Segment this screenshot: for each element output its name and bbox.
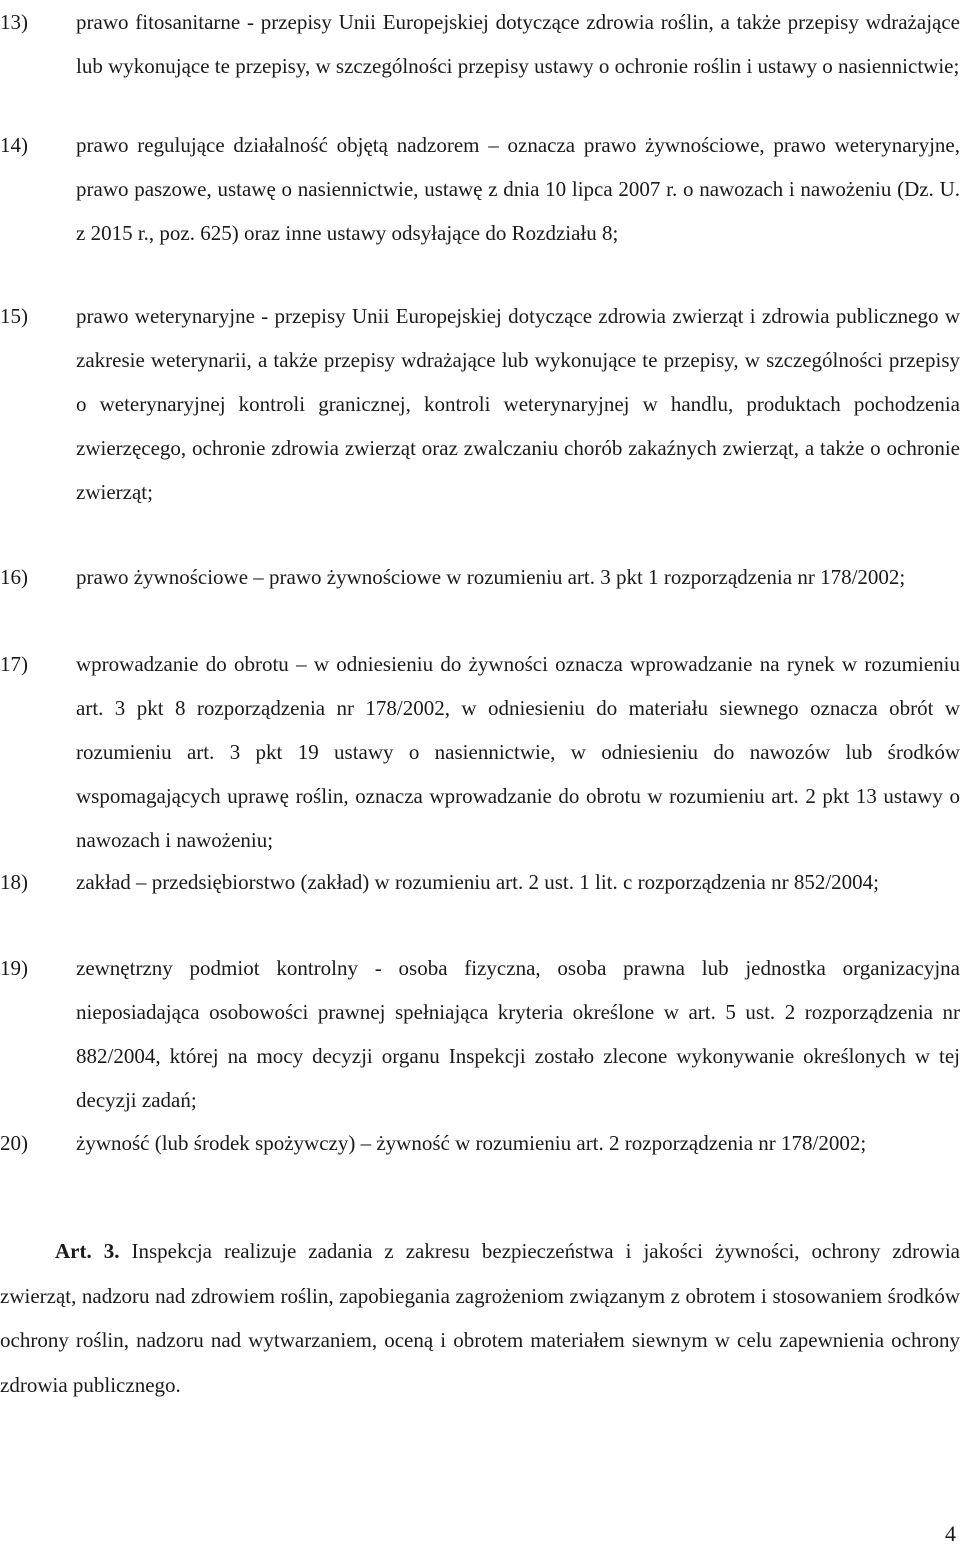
item-number: 14) bbox=[0, 133, 28, 157]
item-number: 18) bbox=[0, 870, 28, 894]
item-text: prawo fitosanitarne - przepisy Unii Europejskiej dotyczące zdrowia roślin, a także przepisy wdrażające lub wykonujące te przepisy, w szczególności przepisy ustawy o ochronie roślin i ustawy o nasiennictwie; bbox=[76, 10, 960, 78]
item-text: zakład – przedsiębiorstwo (zakład) w rozumieniu art. 2 ust. 1 lit. c rozporządzenia nr 852/2004; bbox=[76, 870, 879, 894]
definition-item bbox=[0, 555, 960, 599]
definition-item bbox=[0, 946, 960, 1122]
definition-item bbox=[0, 642, 960, 862]
article-text: Inspekcja realizuje zadania z zakresu bezpieczeństwa i jakości żywności, ochrony zdrowia zwierząt, nadzoru nad zdrowiem roślin, zapobiegania zagrożeniom związanym z obrotem i stosowaniem środków ochrony roślin, nadzoru nad wytwarzaniem, oceną i obrotem materiałem siewnym w celu zapewnienia ochrony zdrowia publicznego. bbox=[0, 1239, 960, 1397]
item-number: 16) bbox=[0, 565, 28, 589]
item-text: żywność (lub środek spożywczy) – żywność w rozumieniu art. 2 rozporządzenia nr 178/2002; bbox=[76, 1131, 867, 1155]
item-number: 13) bbox=[0, 10, 28, 34]
item-number: 15) bbox=[0, 304, 28, 328]
article-label: Art. 3. bbox=[55, 1239, 120, 1263]
item-text: prawo żywnościowe – prawo żywnościowe w rozumieniu art. 3 pkt 1 rozporządzenia nr 178/2002; bbox=[76, 565, 906, 589]
item-number: 19) bbox=[0, 956, 28, 980]
item-text: prawo regulujące działalność objętą nadzorem – oznacza prawo żywnościowe, prawo weterynaryjne, prawo paszowe, ustawę o nasiennictwie, ustawę z dnia 10 lipca 2007 r. o nawozach i nawożeniu (Dz. U. z 2015 r., poz. 625) oraz inne ustawy odsyłające do Rozdziału 8; bbox=[76, 133, 960, 245]
item-text: wprowadzanie do obrotu – w odniesieniu do żywności oznacza wprowadzanie na rynek w rozumieniu art. 3 pkt 8 rozporządzenia nr 178/2002, w odniesieniu do materiału siewnego oznacza obrót w rozumieniu art. 3 pkt 19 ustawy o nasiennictwie, w odniesieniu do nawozów lub środków wspomagających uprawę roślin, oznacza wprowadzanie do obrotu w rozumieniu art. 2 pkt 13 ustawy o nawozach i nawożeniu; bbox=[76, 652, 960, 852]
definition-item bbox=[0, 860, 960, 904]
definition-item bbox=[0, 1121, 960, 1165]
definition-item bbox=[0, 123, 960, 255]
definition-item bbox=[0, 294, 960, 514]
item-number: 20) bbox=[0, 1131, 28, 1155]
item-text: prawo weterynaryjne - przepisy Unii Europejskiej dotyczące zdrowia zwierząt i zdrowia publicznego w zakresie weterynarii, a także przepisy wdrażające lub wykonujące te przepisy, w szczególności przepisy o weterynaryjnej kontroli granicznej, kontroli weterynaryjnej w handlu, produktach pochodzenia zwierzęcego, ochronie zdrowia zwierząt oraz zwalczaniu chorób zakaźnych zwierząt, a także o ochronie zwierząt; bbox=[76, 304, 960, 504]
item-number: 17) bbox=[0, 652, 28, 676]
item-text: zewnętrzny podmiot kontrolny - osoba fizyczna, osoba prawna lub jednostka organizacyjna nieposiadająca osobowości prawnej spełniająca kryteria określone w art. 5 ust. 2 rozporządzenia nr 882/2004, której na mocy decyzji organu Inspekcji zostało zlecone wykonywanie określonych w tej decyzji zadań; bbox=[76, 956, 960, 1112]
page-number: 4 bbox=[945, 1521, 956, 1546]
article-3-paragraph bbox=[0, 1229, 960, 1407]
definition-item bbox=[0, 0, 960, 88]
